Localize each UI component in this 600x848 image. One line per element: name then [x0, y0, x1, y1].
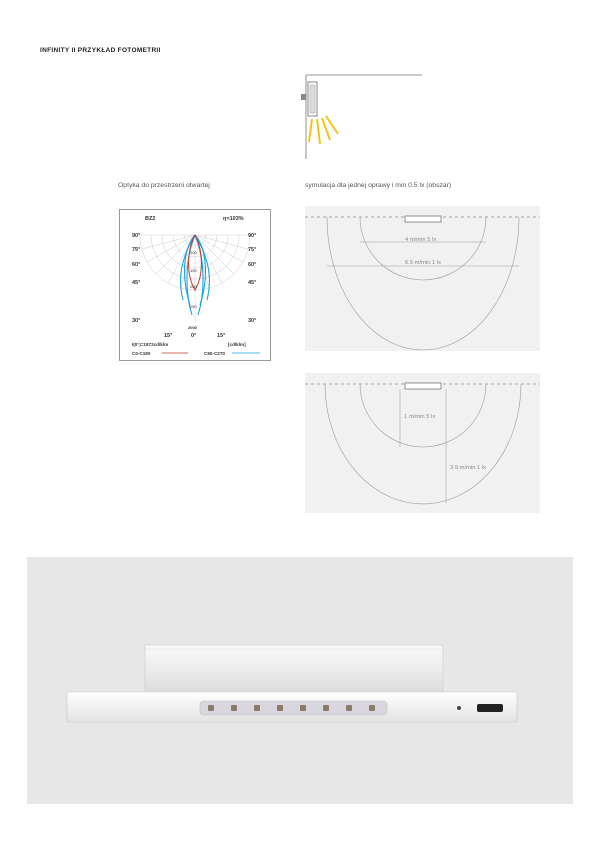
scale-label-1: 100 — [190, 250, 197, 255]
page-title: INFINITY II PRZYKŁAD FOTOMETRII — [40, 47, 161, 54]
top-inner-label: 4 m/min 5 lx — [405, 237, 437, 243]
simulation-top-svg — [305, 206, 540, 351]
chart-code: BZ2 — [145, 216, 156, 222]
chart-efficiency: η=103% — [223, 216, 244, 222]
scale-label-2: 150 — [190, 268, 197, 273]
polar-chart — [119, 209, 271, 361]
angle-bottom-right-15: 15° — [217, 333, 226, 339]
bottom-inner-label: 1 m/min 5 lx — [404, 414, 436, 420]
angle-left-90: 90° — [132, 233, 141, 239]
caption-open-space-optics: Optyka do przestrzeni otwartej — [118, 182, 210, 189]
caption-simulation: symulacja dla jednej oprawy i min 0.5 lx (obszar) — [305, 182, 452, 189]
led-light-bar-product — [27, 557, 573, 804]
angle-right-90: 90° — [248, 233, 257, 239]
simulation-panel-bottom — [305, 373, 540, 513]
simulation-panel-top — [305, 206, 540, 351]
scale-label-4: 250 — [190, 304, 197, 309]
angle-right-45: 45° — [248, 280, 257, 286]
legend-c0-c180: C0-C180 — [132, 351, 151, 356]
angle-right-60: 60° — [248, 262, 257, 268]
top-outer-label: 6.5 m/min 1 lx — [405, 260, 442, 266]
angle-left-45: 45° — [132, 280, 141, 286]
bottom-outer-label: 3.9 m/min 1 lx — [450, 465, 487, 471]
polar-chart-svg — [120, 210, 270, 360]
simulation-bottom-svg — [305, 373, 540, 513]
wall-mount-fixture-icon — [300, 72, 425, 162]
intensity-label: I(0°)=1872cd/klm — [132, 342, 169, 347]
scale-label-5: 2000 — [188, 325, 197, 330]
angle-bottom-0: 0° — [191, 333, 197, 339]
angle-left-60: 60° — [132, 262, 141, 268]
product-photo — [27, 557, 573, 804]
angle-right-75: 75° — [248, 247, 257, 253]
angle-left-75: 75° — [132, 247, 141, 253]
angle-right-30: 30° — [248, 318, 257, 324]
angle-bottom-left-15: 15° — [164, 333, 173, 339]
angle-left-30: 30° — [132, 318, 141, 324]
legend-c90-c270: C90-C270 — [204, 351, 225, 356]
scale-label-3: 200 — [190, 284, 197, 289]
unit-label: [cd/klm] — [228, 342, 246, 347]
